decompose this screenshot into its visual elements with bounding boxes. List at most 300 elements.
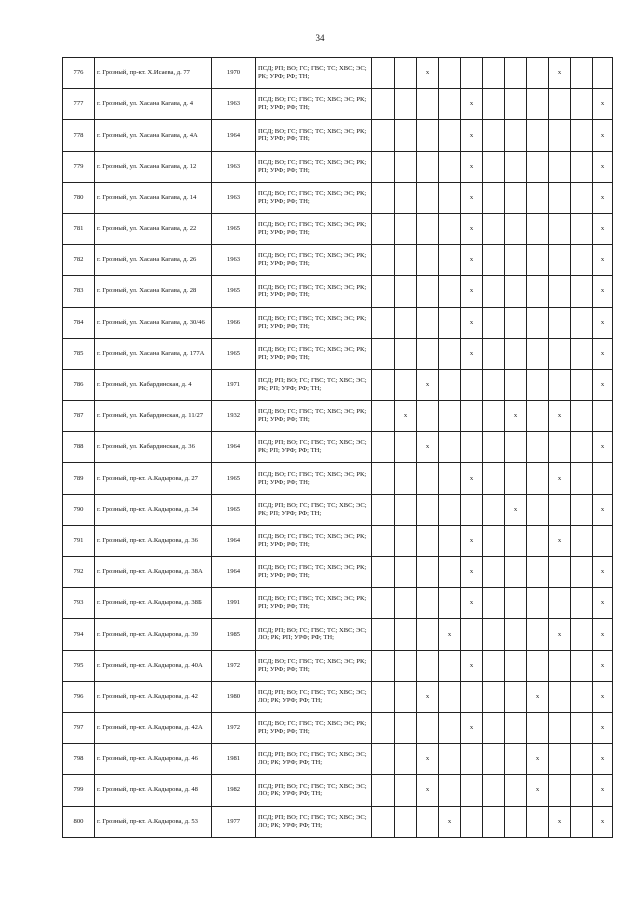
mark-cell: [395, 182, 417, 213]
mark-cell: [395, 120, 417, 151]
year-cell: 1972: [212, 712, 256, 743]
mark-cell: [372, 775, 395, 806]
row-number: 800: [63, 806, 95, 837]
mark-cell: [439, 650, 461, 681]
mark-cell: [395, 89, 417, 120]
mark-cell: х: [461, 245, 483, 276]
mark-cell: х: [505, 401, 527, 432]
mark-cell: [417, 712, 439, 743]
mark-cell: [372, 619, 395, 650]
mark-cell: [417, 182, 439, 213]
mark-cell: [505, 213, 527, 244]
address-cell: г. Грозный, пр-кт. А.Кадырова, д. 48: [95, 775, 212, 806]
mark-cell: [571, 213, 593, 244]
mark-cell: х: [461, 151, 483, 182]
year-cell: 1963: [212, 182, 256, 213]
mark-cell: [372, 650, 395, 681]
mark-cell: х: [593, 245, 613, 276]
mark-cell: [372, 213, 395, 244]
mark-cell: [372, 369, 395, 400]
mark-cell: [527, 650, 549, 681]
mark-cell: [505, 245, 527, 276]
year-cell: 1972: [212, 650, 256, 681]
row-number: 791: [63, 525, 95, 556]
address-cell: г. Грозный, пр-кт. Х.Исаева, д. 77: [95, 58, 212, 89]
works-list-cell: ПСД; ВО; ГС; ГВС; ТС; ХВС; ЭС; РК; РП; УРФ; РФ; ТН;: [256, 588, 372, 619]
mark-cell: [549, 650, 571, 681]
mark-cell: х: [593, 120, 613, 151]
mark-cell: х: [593, 775, 613, 806]
row-number: 784: [63, 307, 95, 338]
mark-cell: [372, 120, 395, 151]
mark-cell: [483, 806, 505, 837]
mark-cell: [395, 245, 417, 276]
works-list-cell: ПСД; РП; ВО; ГС; ГВС; ТС; ХВС; ЭС; РК; УРФ; РФ; ТН;: [256, 58, 372, 89]
row-number: 777: [63, 89, 95, 120]
mark-cell: [372, 307, 395, 338]
year-cell: 1963: [212, 245, 256, 276]
mark-cell: х: [527, 744, 549, 775]
mark-cell: [439, 151, 461, 182]
row-number: 793: [63, 588, 95, 619]
row-number: 792: [63, 557, 95, 588]
mark-cell: [505, 276, 527, 307]
row-number: 799: [63, 775, 95, 806]
mark-cell: [372, 182, 395, 213]
year-cell: 1981: [212, 744, 256, 775]
year-cell: 1964: [212, 557, 256, 588]
mark-cell: [395, 650, 417, 681]
mark-cell: [372, 494, 395, 525]
mark-cell: [439, 213, 461, 244]
mark-cell: [372, 744, 395, 775]
row-number: 786: [63, 369, 95, 400]
mark-cell: [439, 463, 461, 494]
mark-cell: х: [593, 744, 613, 775]
mark-cell: [549, 775, 571, 806]
mark-cell: [483, 307, 505, 338]
mark-cell: [439, 775, 461, 806]
row-number: 788: [63, 432, 95, 463]
year-cell: 1985: [212, 619, 256, 650]
table-row: [63, 681, 613, 712]
mark-cell: [372, 712, 395, 743]
works-list-cell: ПСД; РП; ВО; ГС; ГВС; ТС; ХВС; ЭС; РК; РП; УРФ; РФ; ТН;: [256, 494, 372, 525]
mark-cell: [395, 557, 417, 588]
mark-cell: [549, 338, 571, 369]
mark-cell: [395, 712, 417, 743]
mark-cell: х: [417, 432, 439, 463]
mark-cell: [417, 89, 439, 120]
works-list-cell: ПСД; ВО; ГС; ГВС; ТС; ХВС; ЭС; РК; РП; УРФ; РФ; ТН;: [256, 151, 372, 182]
mark-cell: [439, 338, 461, 369]
mark-cell: [461, 744, 483, 775]
works-list-cell: ПСД; ВО; ГС; ГВС; ТС; ХВС; ЭС; РК; РП; УРФ; РФ; ТН;: [256, 89, 372, 120]
address-cell: г. Грозный, ул. Хасана Кагава, д. 22: [95, 213, 212, 244]
mark-cell: [395, 213, 417, 244]
mark-cell: х: [417, 775, 439, 806]
mark-cell: х: [417, 369, 439, 400]
mark-cell: [439, 588, 461, 619]
mark-cell: [417, 494, 439, 525]
mark-cell: [527, 213, 549, 244]
mark-cell: х: [593, 619, 613, 650]
mark-cell: [483, 245, 505, 276]
mark-cell: [461, 806, 483, 837]
mark-cell: х: [593, 588, 613, 619]
mark-cell: [505, 151, 527, 182]
mark-cell: [372, 681, 395, 712]
mark-cell: [593, 525, 613, 556]
mark-cell: [483, 775, 505, 806]
year-cell: 1964: [212, 120, 256, 151]
year-cell: 1964: [212, 525, 256, 556]
mark-cell: [571, 588, 593, 619]
mark-cell: [417, 806, 439, 837]
mark-cell: [571, 401, 593, 432]
mark-cell: х: [593, 307, 613, 338]
mark-cell: [593, 463, 613, 494]
works-list-cell: ПСД; ВО; ГС; ГВС; ТС; ХВС; ЭС; РК; РП; УРФ; РФ; ТН;: [256, 712, 372, 743]
mark-cell: [527, 494, 549, 525]
year-cell: 1965: [212, 494, 256, 525]
mark-cell: х: [461, 463, 483, 494]
row-number: 796: [63, 681, 95, 712]
mark-cell: [527, 245, 549, 276]
mark-cell: х: [549, 525, 571, 556]
mark-cell: [483, 650, 505, 681]
works-list-cell: ПСД; ВО; ГС; ГВС; ТС; ХВС; ЭС; РК; РП; УРФ; РФ; ТН;: [256, 557, 372, 588]
mark-cell: [549, 182, 571, 213]
mark-cell: х: [461, 89, 483, 120]
mark-cell: х: [593, 338, 613, 369]
mark-cell: [395, 681, 417, 712]
mark-cell: [549, 89, 571, 120]
mark-cell: [483, 120, 505, 151]
mark-cell: [571, 120, 593, 151]
mark-cell: [527, 401, 549, 432]
address-cell: г. Грозный, пр-кт. А.Кадырова, д. 40А: [95, 650, 212, 681]
mark-cell: х: [593, 89, 613, 120]
mark-cell: х: [461, 557, 483, 588]
mark-cell: х: [417, 681, 439, 712]
mark-cell: [571, 712, 593, 743]
mark-cell: [395, 775, 417, 806]
mark-cell: [439, 494, 461, 525]
table-row: [63, 182, 613, 213]
address-cell: г. Грозный, ул. Хасана Кагава, д. 14: [95, 182, 212, 213]
mark-cell: [549, 307, 571, 338]
mark-cell: [439, 245, 461, 276]
address-cell: г. Грозный, пр-кт. А.Кадырова, д. 39: [95, 619, 212, 650]
row-number: 797: [63, 712, 95, 743]
mark-cell: [372, 89, 395, 120]
mark-cell: [571, 182, 593, 213]
mark-cell: [505, 806, 527, 837]
mark-cell: [417, 557, 439, 588]
year-cell: 1970: [212, 58, 256, 89]
mark-cell: [372, 151, 395, 182]
mark-cell: [571, 463, 593, 494]
mark-cell: [417, 213, 439, 244]
mark-cell: [483, 182, 505, 213]
year-cell: 1991: [212, 588, 256, 619]
mark-cell: [571, 58, 593, 89]
mark-cell: [505, 525, 527, 556]
row-number: 776: [63, 58, 95, 89]
mark-cell: [483, 151, 505, 182]
mark-cell: [461, 494, 483, 525]
table-row: [63, 401, 613, 432]
mark-cell: [483, 494, 505, 525]
mark-cell: [439, 276, 461, 307]
works-list-cell: ПСД; РП; ВО; ГС; ГВС; ТС; ХВС; ЭС; РК; РП; УРФ; РФ; ТН;: [256, 369, 372, 400]
mark-cell: х: [593, 276, 613, 307]
mark-cell: х: [593, 432, 613, 463]
mark-cell: [461, 58, 483, 89]
address-cell: г. Грозный, пр-кт. А.Кадырова, д. 36: [95, 525, 212, 556]
mark-cell: [571, 276, 593, 307]
table-row: [63, 276, 613, 307]
address-cell: г. Грозный, пр-кт. А.Кадырова, д. 34: [95, 494, 212, 525]
table-body: [63, 58, 613, 838]
year-cell: 1971: [212, 369, 256, 400]
mark-cell: [461, 401, 483, 432]
mark-cell: [527, 557, 549, 588]
mark-cell: [505, 432, 527, 463]
table-row: [63, 650, 613, 681]
mark-cell: [395, 463, 417, 494]
mark-cell: [417, 650, 439, 681]
mark-cell: [372, 463, 395, 494]
address-cell: г. Грозный, ул. Хасана Кагава, д. 4А: [95, 120, 212, 151]
mark-cell: х: [395, 401, 417, 432]
mark-cell: [483, 712, 505, 743]
address-cell: г. Грозный, пр-кт. А.Кадырова, д. 27: [95, 463, 212, 494]
mark-cell: [505, 744, 527, 775]
mark-cell: [527, 307, 549, 338]
mark-cell: [549, 213, 571, 244]
table-row: [63, 775, 613, 806]
mark-cell: [483, 432, 505, 463]
year-cell: 1932: [212, 401, 256, 432]
mark-cell: х: [593, 369, 613, 400]
mark-cell: [527, 338, 549, 369]
mark-cell: [549, 712, 571, 743]
address-cell: г. Грозный, пр-кт. А.Кадырова, д. 42: [95, 681, 212, 712]
mark-cell: [571, 245, 593, 276]
mark-cell: [505, 307, 527, 338]
mark-cell: [395, 619, 417, 650]
works-list-cell: ПСД; РП; ВО; ГС; ГВС; ТС; ХВС; ЭС; ЛО; РК; РП; УРФ; РФ; ТН;: [256, 619, 372, 650]
mark-cell: [505, 681, 527, 712]
works-list-cell: ПСД; ВО; ГС; ГВС; ТС; ХВС; ЭС; РК; РП; УРФ; РФ; ТН;: [256, 307, 372, 338]
mark-cell: х: [461, 588, 483, 619]
mark-cell: [549, 276, 571, 307]
address-cell: г. Грозный, ул. Хасана Кагава, д. 177А: [95, 338, 212, 369]
mark-cell: [372, 432, 395, 463]
mark-cell: [527, 619, 549, 650]
mark-cell: [571, 307, 593, 338]
mark-cell: [593, 401, 613, 432]
mark-cell: [417, 338, 439, 369]
mark-cell: [417, 245, 439, 276]
works-list-cell: ПСД; ВО; ГС; ГВС; ТС; ХВС; ЭС; РК; РП; УРФ; РФ; ТН;: [256, 120, 372, 151]
address-cell: г. Грозный, ул. Хасана Кагава, д. 30/46: [95, 307, 212, 338]
mark-cell: [395, 307, 417, 338]
mark-cell: [372, 338, 395, 369]
mark-cell: [439, 681, 461, 712]
mark-cell: х: [593, 650, 613, 681]
mark-cell: [395, 369, 417, 400]
mark-cell: [483, 276, 505, 307]
mark-cell: [527, 463, 549, 494]
year-cell: 1965: [212, 213, 256, 244]
mark-cell: [439, 89, 461, 120]
mark-cell: х: [461, 276, 483, 307]
mark-cell: х: [417, 58, 439, 89]
mark-cell: [372, 401, 395, 432]
table-row: [63, 744, 613, 775]
mark-cell: [571, 369, 593, 400]
mark-cell: [483, 213, 505, 244]
mark-cell: [505, 463, 527, 494]
mark-cell: х: [461, 712, 483, 743]
mark-cell: [417, 120, 439, 151]
mark-cell: [527, 525, 549, 556]
address-cell: г. Грозный, ул. Хасана Кагава, д. 4: [95, 89, 212, 120]
mark-cell: х: [417, 744, 439, 775]
mark-cell: [483, 744, 505, 775]
mark-cell: [417, 307, 439, 338]
mark-cell: х: [461, 650, 483, 681]
mark-cell: [461, 775, 483, 806]
table-row: [63, 806, 613, 837]
mark-cell: х: [505, 494, 527, 525]
mark-cell: [461, 681, 483, 712]
table-row: [63, 213, 613, 244]
mark-cell: [417, 463, 439, 494]
year-cell: 1964: [212, 432, 256, 463]
year-cell: 1977: [212, 806, 256, 837]
works-list-cell: ПСД; ВО; ГС; ГВС; ТС; ХВС; ЭС; РК; РП; УРФ; РФ; ТН;: [256, 338, 372, 369]
mark-cell: [505, 58, 527, 89]
mark-cell: [527, 588, 549, 619]
mark-cell: х: [527, 775, 549, 806]
year-cell: 1963: [212, 89, 256, 120]
year-cell: 1966: [212, 307, 256, 338]
row-number: 794: [63, 619, 95, 650]
table-row: [63, 58, 613, 89]
mark-cell: [461, 369, 483, 400]
mark-cell: х: [549, 463, 571, 494]
row-number: 780: [63, 182, 95, 213]
address-cell: г. Грозный, ул. Хасана Кагава, д. 28: [95, 276, 212, 307]
mark-cell: [549, 369, 571, 400]
works-list-cell: ПСД; ВО; ГС; ГВС; ТС; ХВС; ЭС; РК; РП; УРФ; РФ; ТН;: [256, 401, 372, 432]
mark-cell: [527, 89, 549, 120]
mark-cell: [439, 120, 461, 151]
mark-cell: [483, 463, 505, 494]
mark-cell: х: [461, 213, 483, 244]
mark-cell: х: [549, 806, 571, 837]
mark-cell: [483, 525, 505, 556]
mark-cell: [417, 525, 439, 556]
table-row: [63, 245, 613, 276]
address-cell: г. Грозный, пр-кт. А.Кадырова, д. 53: [95, 806, 212, 837]
mark-cell: [527, 58, 549, 89]
mark-cell: х: [461, 525, 483, 556]
works-list-cell: ПСД; РП; ВО; ГС; ГВС; ТС; ХВС; ЭС; ЛО; РК; УРФ; РФ; ТН;: [256, 681, 372, 712]
table-row: [63, 369, 613, 400]
address-cell: г. Грозный, пр-кт. А.Кадырова, д. 38Б: [95, 588, 212, 619]
mark-cell: [549, 744, 571, 775]
mark-cell: [505, 650, 527, 681]
mark-cell: [417, 401, 439, 432]
table-row: [63, 432, 613, 463]
table-row: [63, 588, 613, 619]
year-cell: 1965: [212, 463, 256, 494]
mark-cell: [483, 401, 505, 432]
mark-cell: [527, 432, 549, 463]
mark-cell: [372, 58, 395, 89]
works-list-cell: ПСД; ВО; ГС; ГВС; ТС; ХВС; ЭС; РК; РП; УРФ; РФ; ТН;: [256, 463, 372, 494]
mark-cell: [372, 245, 395, 276]
mark-cell: [483, 369, 505, 400]
mark-cell: [372, 525, 395, 556]
mark-cell: х: [593, 557, 613, 588]
mark-cell: [395, 338, 417, 369]
mark-cell: [505, 712, 527, 743]
year-cell: 1965: [212, 338, 256, 369]
mark-cell: [549, 245, 571, 276]
table-row: [63, 307, 613, 338]
mark-cell: [395, 58, 417, 89]
table-row: [63, 120, 613, 151]
mark-cell: х: [439, 806, 461, 837]
mark-cell: [395, 151, 417, 182]
mark-cell: [571, 619, 593, 650]
address-cell: г. Грозный, пр-кт. А.Кадырова, д. 46: [95, 744, 212, 775]
mark-cell: х: [593, 494, 613, 525]
year-cell: 1965: [212, 276, 256, 307]
mark-cell: [505, 588, 527, 619]
mark-cell: [395, 432, 417, 463]
row-number: 789: [63, 463, 95, 494]
mark-cell: [372, 588, 395, 619]
mark-cell: [395, 276, 417, 307]
mark-cell: [505, 338, 527, 369]
mark-cell: х: [461, 307, 483, 338]
mark-cell: [505, 775, 527, 806]
mark-cell: х: [593, 213, 613, 244]
mark-cell: [571, 494, 593, 525]
works-list-cell: ПСД; ВО; ГС; ГВС; ТС; ХВС; ЭС; РК; РП; УРФ; РФ; ТН;: [256, 650, 372, 681]
row-number: 787: [63, 401, 95, 432]
address-cell: г. Грозный, ул. Кабардинская, д. 4: [95, 369, 212, 400]
works-list-cell: ПСД; ВО; ГС; ГВС; ТС; ХВС; ЭС; РК; РП; УРФ; РФ; ТН;: [256, 525, 372, 556]
mark-cell: [527, 182, 549, 213]
mark-cell: х: [593, 712, 613, 743]
mark-cell: х: [549, 58, 571, 89]
mark-cell: х: [461, 338, 483, 369]
mark-cell: [549, 681, 571, 712]
table-row: [63, 338, 613, 369]
mark-cell: [483, 89, 505, 120]
table-row: [63, 463, 613, 494]
mark-cell: [439, 58, 461, 89]
mark-cell: [527, 276, 549, 307]
